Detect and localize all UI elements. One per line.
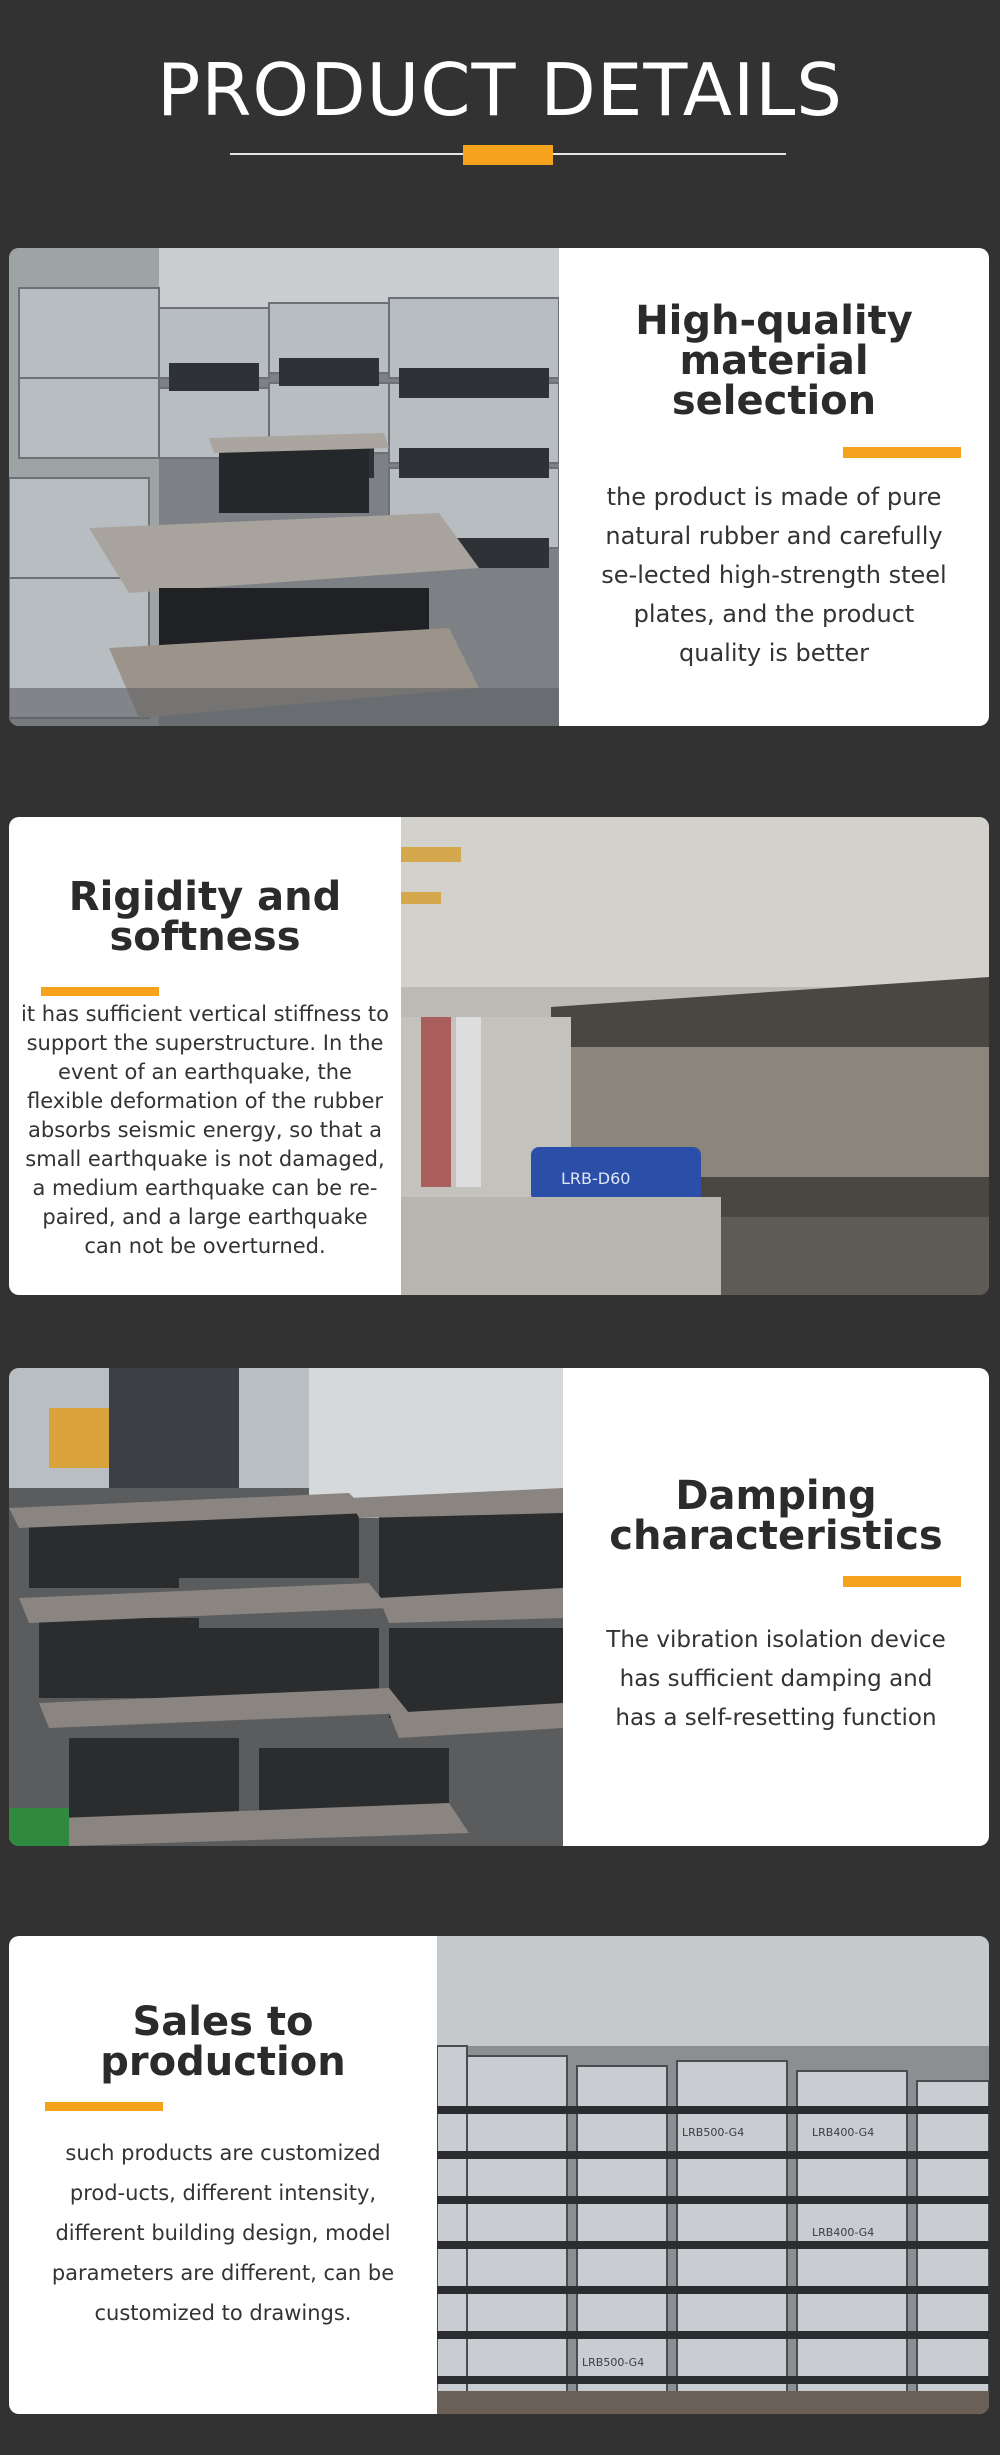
title-accent-bar xyxy=(463,145,553,165)
page-title: PRODUCT DETAILS xyxy=(156,48,844,132)
section-text-panel xyxy=(563,1368,989,1846)
lead-rubber-bearings-photo xyxy=(9,1368,563,1846)
column-bearing-tag: LRB-D60 xyxy=(561,1169,631,1188)
section-card-material xyxy=(9,248,989,726)
section-title: Sales to production xyxy=(100,1999,346,2085)
section-card-sales xyxy=(9,1936,989,2414)
section-card-damping xyxy=(9,1368,989,1846)
section-body: The vibration isolation device has sufficient damping and has a self-resetting function xyxy=(606,1627,946,1731)
section-accent-bar xyxy=(45,2102,163,2111)
section-card-rigidity xyxy=(9,817,989,1295)
bearing-tag: LRB400-G4 xyxy=(812,2126,875,2139)
section-text-panel xyxy=(9,1936,437,2414)
bearing-tag: LRB500-G4 xyxy=(682,2126,745,2139)
section-accent-bar xyxy=(41,987,159,996)
section-accent-bar xyxy=(843,447,961,458)
section-title: Rigidity and softness xyxy=(68,874,342,960)
section-body: the product is made of pure natural rubber and carefully se-lected high-strength steel plates, and the product quality is better xyxy=(601,483,947,667)
bearing-tag: LRB400-G4 xyxy=(812,2226,875,2239)
section-accent-bar xyxy=(843,1576,961,1587)
section-text-panel xyxy=(559,248,989,726)
bearing-stacks-warehouse-photo xyxy=(437,1936,989,2414)
section-title: High-quality material selection xyxy=(635,298,913,424)
rubber-bearings-warehouse-photo xyxy=(9,248,559,726)
section-title: Damping characteristics xyxy=(609,1473,943,1559)
building-column-bearing-photo xyxy=(401,817,989,1295)
bearing-tag: LRB500-G4 xyxy=(582,2356,645,2369)
section-body: such products are customized prod-ucts, different intensity, different building design, model parameters are different, can be customized to drawings. xyxy=(51,2141,395,2325)
section-body: it has sufficient vertical stiffness to support the superstructure. In the event of an earthquake, the flexible deformation of the rubber absorbs seismic energy, so that a small earthquake is not damaged, a medium earthquake can be re-paired, and a large earthquake can not be overturned. xyxy=(21,1002,389,1258)
section-text-panel xyxy=(9,817,401,1295)
